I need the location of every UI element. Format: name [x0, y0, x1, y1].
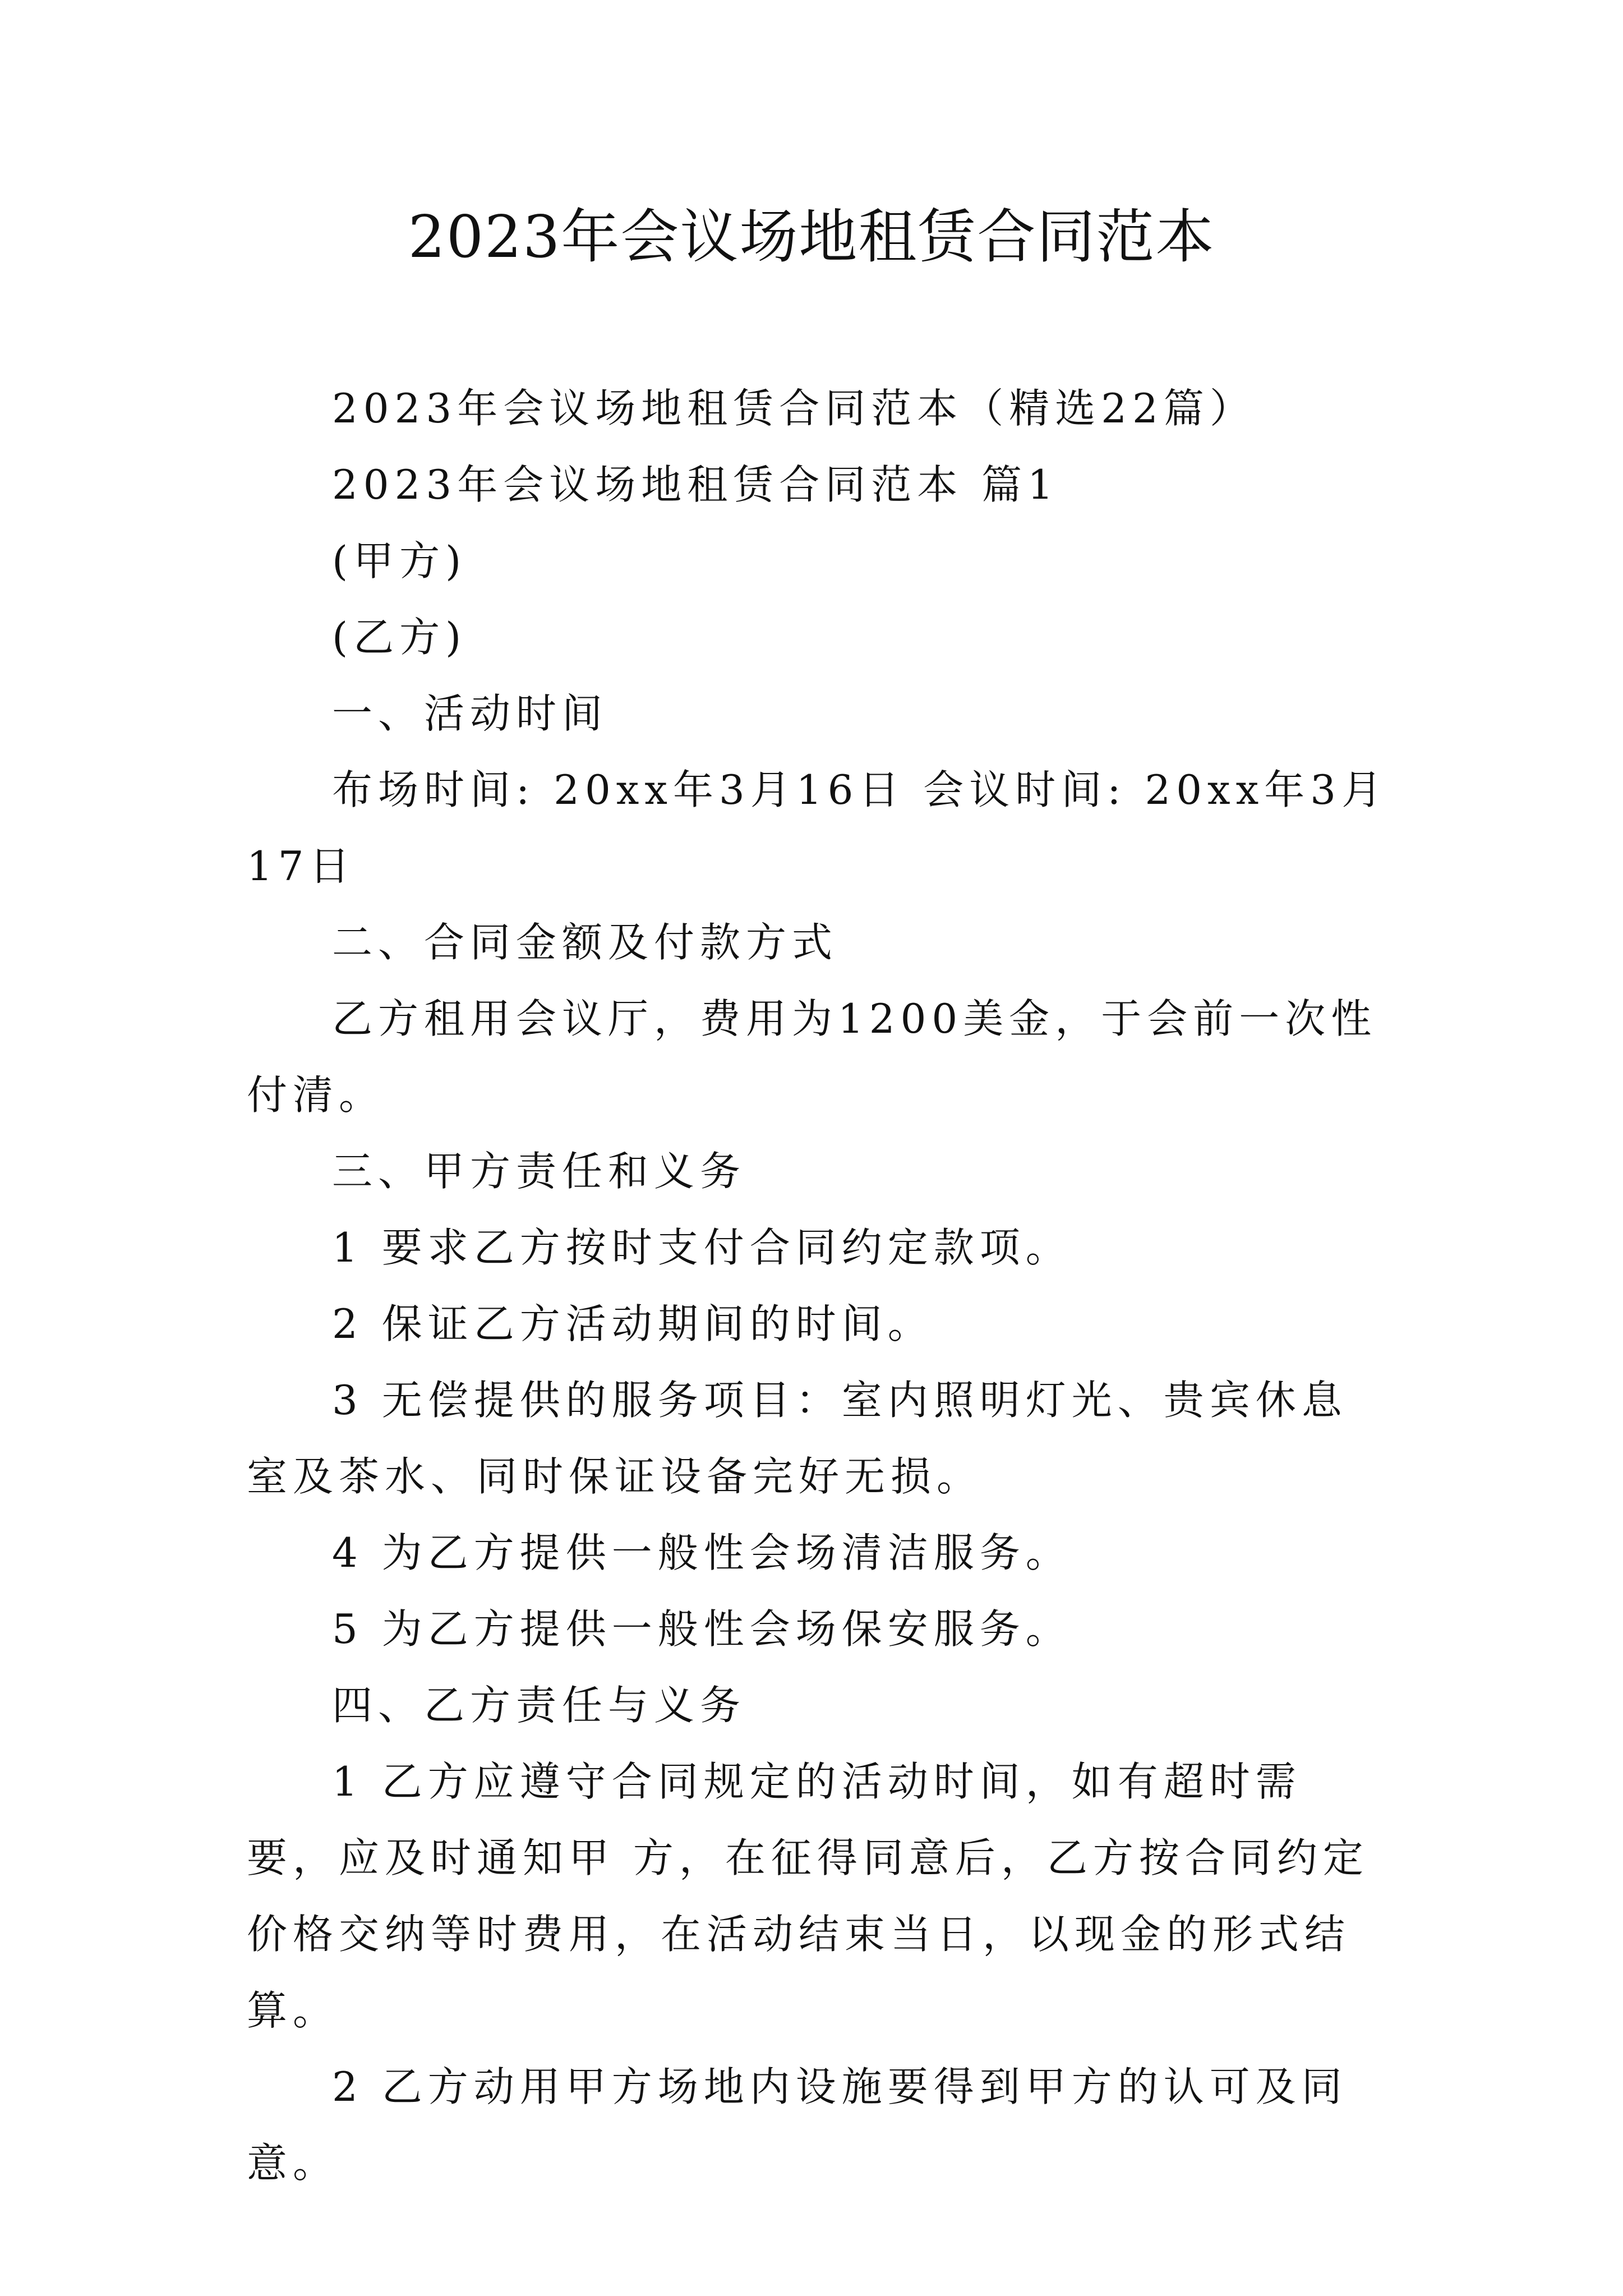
- paragraph-subtitle: 2023年会议场地租赁合同范本（精选22篇）: [332, 385, 1256, 432]
- document-body: [247, 370, 1391, 2201]
- paragraph-party-a-duty-1: 1 要求乙方按时支付合同约定款项。: [332, 1224, 1072, 1271]
- heading-party-b-duties: 四、乙方责任与义务: [332, 1682, 746, 1729]
- paragraph-party-b: (乙方): [332, 614, 467, 661]
- paragraph-contract-amount: 乙方租用会议厅，费用为1200美金，于会前一次性付清。: [247, 995, 1377, 1119]
- heading-activity-time: 一、活动时间: [332, 690, 608, 737]
- paragraph-party-b-duty-2: 2 乙方动用甲方场地内设施要得到甲方的认可及同意。: [247, 2063, 1348, 2187]
- paragraph-party-b-duty-1: 1 乙方应遵守合同规定的活动时间，如有超时需要，应及时通知甲 方，在征得同意后，乙方按合同约定价格交纳等时费用，在活动结束当日，以现金的形式结算。: [247, 1758, 1369, 2034]
- paragraph-party-a-duty-4: 4 为乙方提供一般性会场清洁服务。: [332, 1529, 1072, 1576]
- document-title: 2023年会议场地租赁合同范本: [408, 203, 1215, 271]
- paragraph-party-a-duty-3: 3 无偿提供的服务项目：室内照明灯光、贵宾休息室及茶水、同时保证设备完好无损。: [247, 1377, 1348, 1500]
- paragraph-party-a: (甲方): [332, 537, 467, 585]
- paragraph-section-heading: 2023年会议场地租赁合同范本 篇1: [332, 461, 1059, 508]
- heading-contract-amount: 二、合同金额及付款方式: [332, 919, 838, 966]
- paragraph-party-a-duty-2: 2 保证乙方活动期间的时间。: [332, 1300, 934, 1347]
- heading-party-a-duties: 三、甲方责任和义务: [332, 1148, 746, 1195]
- paragraph-activity-time: 布场时间: 20xx年3月16日 会议时间: 20xx年3月17日: [247, 766, 1388, 890]
- paragraph-party-a-duty-5: 5 为乙方提供一般性会场保安服务。: [332, 1605, 1072, 1653]
